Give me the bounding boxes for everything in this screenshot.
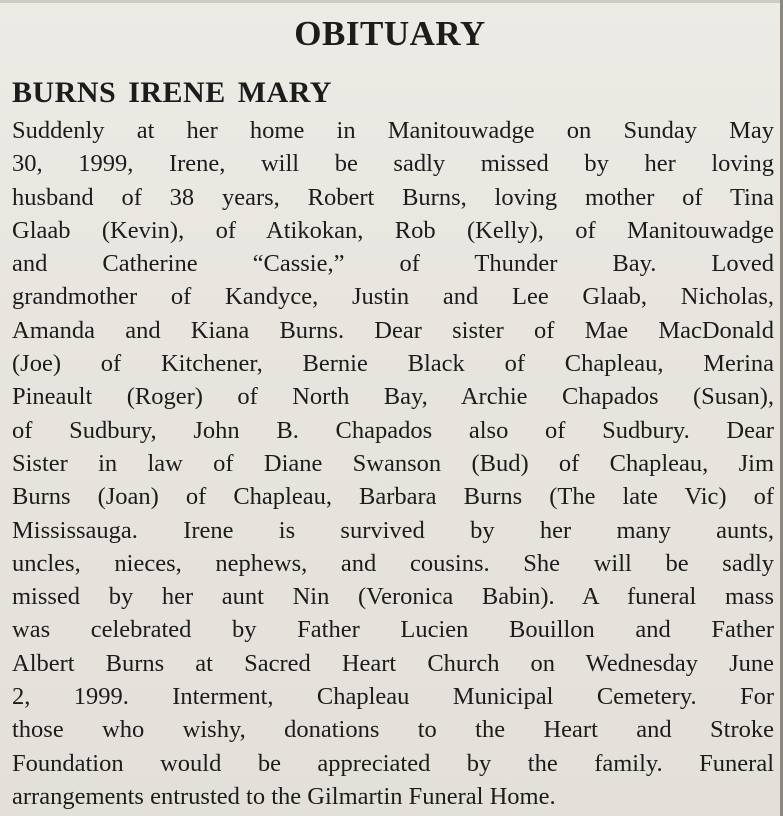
obituary-line: (Joe) of Kitchener, Bernie Black of Chapleau, Merina bbox=[12, 350, 774, 378]
obituary-line: Amanda and Kiana Burns. Dear sister of Mae MacDonald bbox=[12, 316, 774, 344]
obituary-line: Burns (Joan) of Chapleau, Barbara Burns (The late Vic) of bbox=[12, 483, 774, 511]
obituary-line: those who wishy, donations to the Heart and Stroke bbox=[12, 716, 774, 744]
obituary-line: arrangements entrusted to the Gilmartin Funeral Home. bbox=[12, 782, 556, 810]
obituary-line: Albert Burns at Sacred Heart Church on Wednesday June bbox=[12, 649, 774, 677]
obituary-line: uncles, nieces, nephews, and cousins. She will be sadly bbox=[12, 549, 774, 577]
obituary-line: was celebrated by Father Lucien Bouillon and Father bbox=[12, 616, 774, 644]
obituary-line: missed by her aunt Nin (Veronica Babin). A funeral mass bbox=[12, 583, 774, 611]
obituary-line: Mississauga. Irene is survived by her many aunts, bbox=[12, 516, 774, 544]
obituary-line: Pineault (Roger) of North Bay, Archie Chapados (Susan), bbox=[12, 383, 774, 411]
obituary-line: grandmother of Kandyce, Justin and Lee Glaab, Nicholas, bbox=[12, 283, 774, 311]
obituary-line: Suddenly at her home in Manitouwadge on Sunday May bbox=[12, 117, 774, 144]
obituary-line: 2, 1999. Interment, Chapleau Municipal Cemetery. For bbox=[12, 683, 774, 711]
obituary-line: husband of 38 years, Robert Burns, loving mother of Tina bbox=[12, 183, 774, 211]
obituary-line: Glaab (Kevin), of Atikokan, Rob (Kelly), of Manitouwadge bbox=[12, 216, 774, 244]
obituary-heading: OBITUARY bbox=[294, 14, 486, 53]
obituary-line: Foundation would be appreciated by the family. Funeral bbox=[12, 749, 774, 777]
clipping-top-edge bbox=[0, 0, 780, 3]
obituary-line: 30, 1999, Irene, will be sadly missed by her loving bbox=[12, 150, 774, 178]
deceased-name: BURNS IRENE MARY bbox=[12, 76, 332, 109]
obituary-line: Sister in law of Diane Swanson (Bud) of Chapleau, Jim bbox=[12, 449, 774, 477]
obituary-line: and Catherine “Cassie,” of Thunder Bay. Loved bbox=[12, 250, 774, 278]
obituary-body bbox=[12, 114, 774, 813]
obituary-line: of Sudbury, John B. Chapados also of Sudbury. Dear bbox=[12, 416, 774, 444]
